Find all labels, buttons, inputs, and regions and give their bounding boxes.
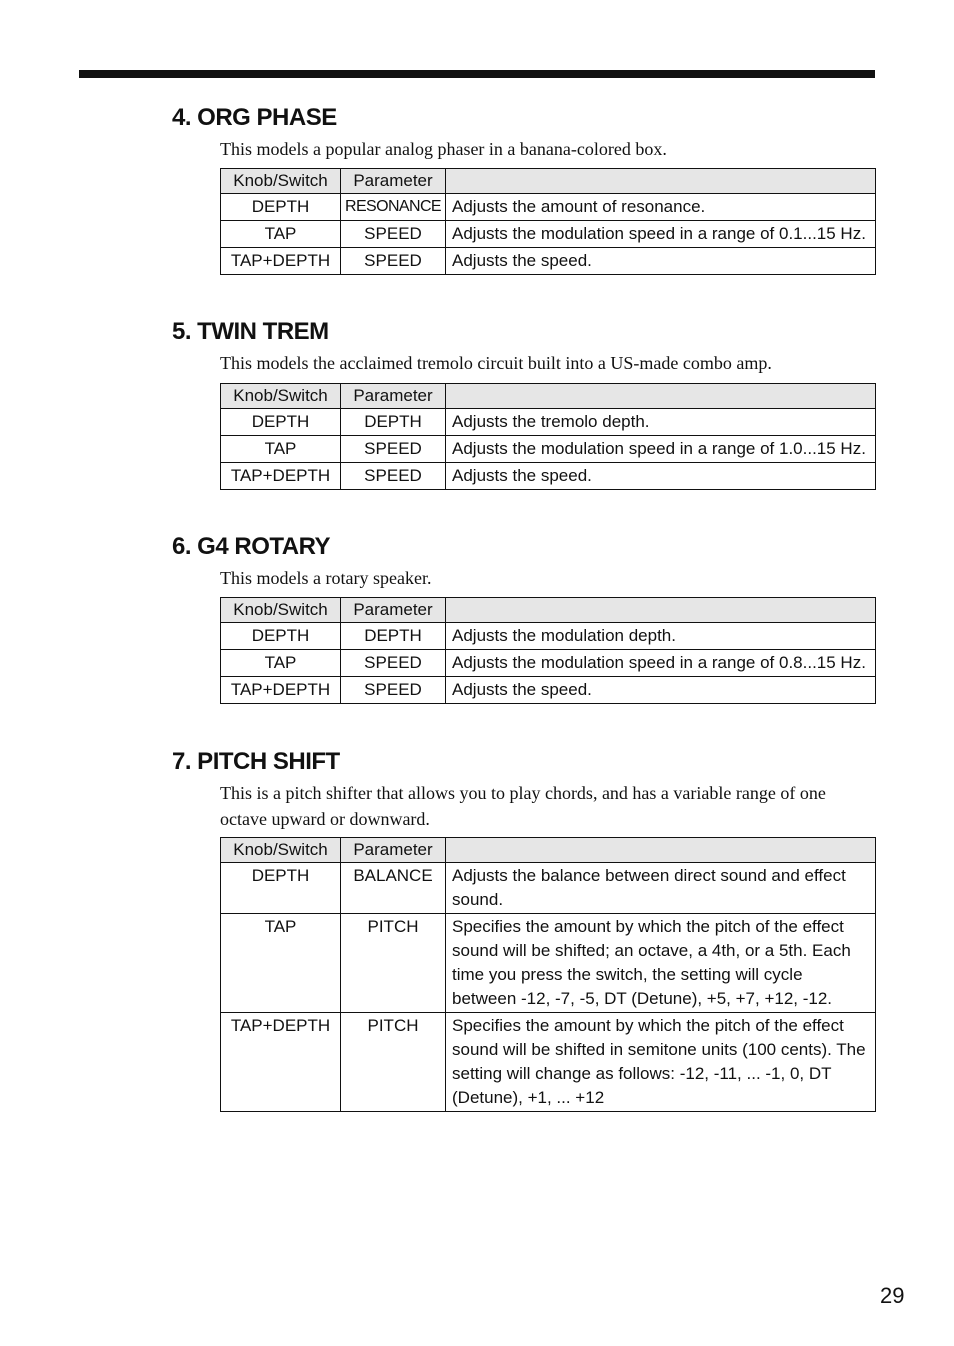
section-description: This models the acclaimed tremolo circuit built into a US-made combo amp. [220, 353, 772, 373]
knob-cell: TAP+DEPTH [221, 248, 341, 275]
parameter-cell: SPEED [341, 463, 446, 490]
section-title: 4. ORG PHASE [172, 104, 337, 131]
description-cell: Adjusts the speed. [446, 248, 876, 275]
parameter-cell: DEPTH [341, 623, 446, 650]
description-cell: Adjusts the balance between direct sound and effect sound. [446, 863, 876, 914]
header-description [446, 838, 876, 863]
knob-cell: TAP+DEPTH [221, 463, 341, 490]
parameter-cell: SPEED [341, 650, 446, 677]
parameter-cell: DEPTH [341, 409, 446, 436]
knob-cell: TAP [221, 436, 341, 463]
header-description [446, 384, 876, 409]
knob-cell: TAP+DEPTH [221, 1013, 341, 1112]
table-row [221, 914, 876, 1013]
header-description [446, 598, 876, 623]
description-cell: Adjusts the modulation speed in a range of 0.8...15 Hz. [446, 650, 876, 677]
parameter-cell: PITCH [341, 1013, 446, 1112]
section-title: 5. TWIN TREM [172, 318, 329, 345]
table-row [221, 463, 876, 490]
description-cell: Adjusts the speed. [446, 677, 876, 704]
table-row [221, 677, 876, 704]
section-description: This is a pitch shifter that allows you to play chords, and has a variable range of one octave upward or downward. [220, 783, 826, 829]
description-cell: Adjusts the tremolo depth. [446, 409, 876, 436]
knob-cell: TAP [221, 650, 341, 677]
knob-cell: TAP [221, 221, 341, 248]
description-cell: Adjusts the amount of resonance. [446, 194, 876, 221]
knob-cell: DEPTH [221, 623, 341, 650]
header-knob-switch: Knob/Switch [221, 384, 341, 409]
section-description: This models a popular analog phaser in a banana-colored box. [220, 139, 667, 159]
header-parameter: Parameter [341, 598, 446, 623]
header-parameter: Parameter [341, 838, 446, 863]
knob-cell: DEPTH [221, 194, 341, 221]
section-title: 6. G4 ROTARY [172, 533, 331, 560]
header-parameter: Parameter [341, 384, 446, 409]
section-description: This models a rotary speaker. [220, 568, 432, 588]
table-row [221, 409, 876, 436]
table-row [221, 863, 876, 914]
table-row [221, 1013, 876, 1112]
description-cell: Adjusts the speed. [446, 463, 876, 490]
description-cell: Adjusts the modulation speed in a range of 1.0...15 Hz. [446, 436, 876, 463]
parameter-cell: RESONANCE [341, 194, 446, 221]
header-knob-switch: Knob/Switch [221, 169, 341, 194]
parameter-cell: PITCH [341, 914, 446, 1013]
knob-cell: DEPTH [221, 409, 341, 436]
knob-cell: TAP+DEPTH [221, 677, 341, 704]
description-cell: Specifies the amount by which the pitch of the effect sound will be shifted in semitone units (100 cents). The setting will change as follows: -12, -11, ... -1, 0, DT (Detune), +1, ... +12 [446, 1013, 876, 1112]
table-row [221, 623, 876, 650]
description-cell: Specifies the amount by which the pitch of the effect sound will be shifted; an octave, a 4th, or a 5th. Each time you press the switch, the setting will cycle between -12, -7, -5, DT (Detune), +5, +7, +12, -12. [446, 914, 876, 1013]
parameter-cell: BALANCE [341, 863, 446, 914]
parameter-cell: SPEED [341, 221, 446, 248]
table-row [221, 221, 876, 248]
table-header-row [221, 169, 876, 194]
parameter-table [220, 597, 876, 704]
parameter-table [220, 383, 876, 490]
parameter-table [220, 837, 876, 1112]
table-header-row [221, 598, 876, 623]
header-knob-switch: Knob/Switch [221, 598, 341, 623]
table-header-row [221, 838, 876, 863]
header-description [446, 169, 876, 194]
header-knob-switch: Knob/Switch [221, 838, 341, 863]
table-row [221, 650, 876, 677]
parameter-cell: SPEED [341, 248, 446, 275]
table-header-row [221, 384, 876, 409]
page-number: 29 [880, 1283, 905, 1308]
section-title: 7. PITCH SHIFT [172, 748, 340, 775]
parameter-cell: SPEED [341, 677, 446, 704]
header-parameter: Parameter [341, 169, 446, 194]
top-rule [79, 70, 875, 78]
description-cell: Adjusts the modulation depth. [446, 623, 876, 650]
table-row [221, 436, 876, 463]
knob-cell: TAP [221, 914, 341, 1013]
table-row [221, 248, 876, 275]
parameter-cell: SPEED [341, 436, 446, 463]
knob-cell: DEPTH [221, 863, 341, 914]
table-row [221, 194, 876, 221]
parameter-table [220, 168, 876, 275]
description-cell: Adjusts the modulation speed in a range of 0.1...15 Hz. [446, 221, 876, 248]
